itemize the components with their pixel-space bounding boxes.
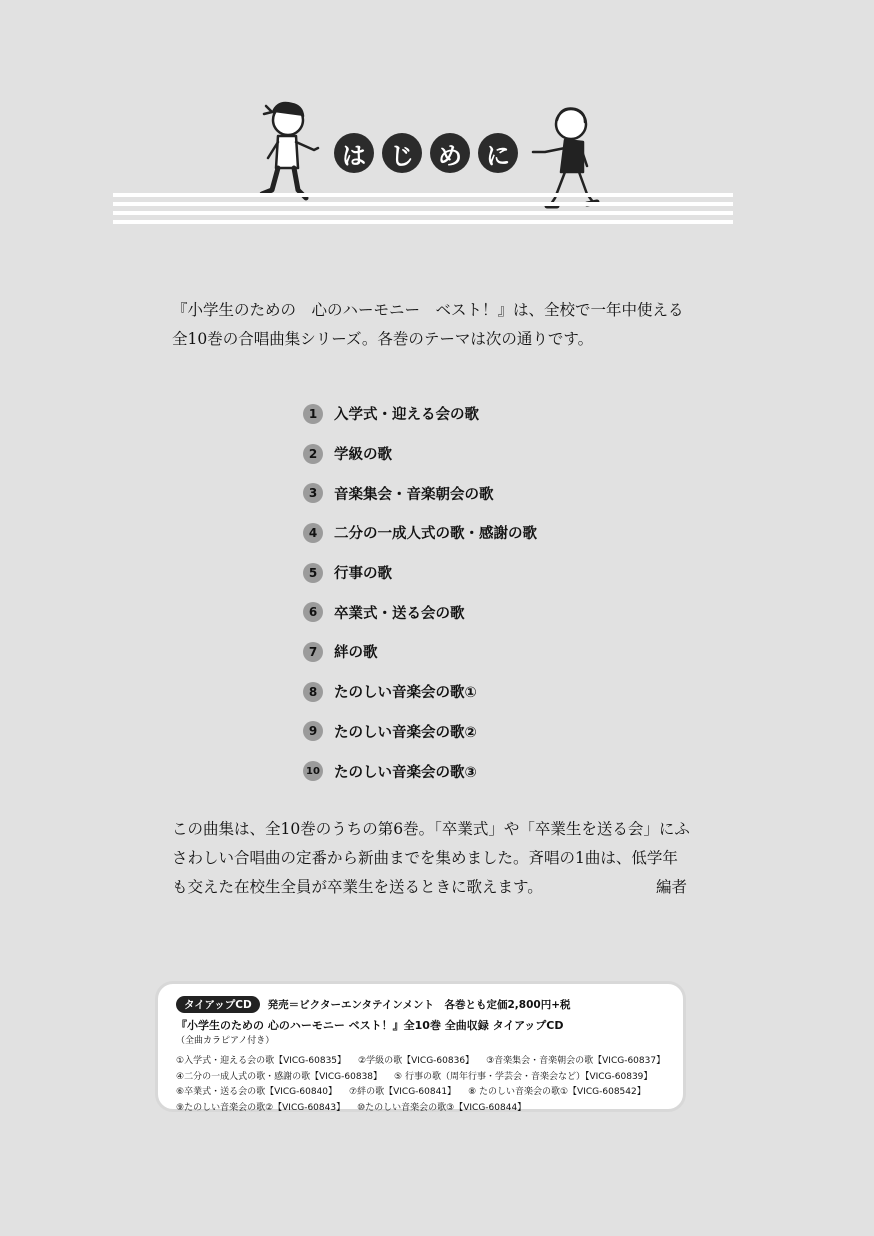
volume-number: 5 xyxy=(303,563,323,583)
volume-item xyxy=(303,632,537,672)
track-entry: ⑩たのしい音楽会の歌③【VICG-60844】 xyxy=(357,1102,527,1113)
track-row xyxy=(176,1054,665,1070)
title-char: じ xyxy=(382,133,422,173)
release-info: 発売＝ビクターエンタテインメント 各巻とも定価2,800円+税 xyxy=(267,999,571,1011)
volume-label: たのしい音楽会の歌① xyxy=(334,685,477,702)
volume-label: たのしい音楽会の歌③ xyxy=(334,764,477,781)
cd-title-note: （全曲カラピアノ付き） xyxy=(176,1036,275,1046)
outro-line: さわしい合唱曲の定番から新曲までを集めました。斉唱の1曲は、低学年 xyxy=(172,849,678,867)
volume-number: 10 xyxy=(303,761,323,781)
track-entry: ⑥卒業式・送る会の歌【VICG-60840】 xyxy=(176,1087,338,1097)
track-entry: ④二分の一成人式の歌・感謝の歌【VICG-60838】 xyxy=(176,1071,383,1082)
volume-item xyxy=(303,513,537,553)
volume-item xyxy=(303,751,537,791)
track-row xyxy=(176,1070,665,1086)
volume-number: 7 xyxy=(303,642,323,662)
track-entry: ⑧ たのしい音楽会の歌①【VICG-608542】 xyxy=(468,1087,646,1097)
volume-label: 音楽集会・音楽朝会の歌 xyxy=(334,486,494,503)
cd-box-header xyxy=(176,996,665,1013)
volume-item xyxy=(303,672,537,712)
volume-label: 入学式・迎える会の歌 xyxy=(334,407,479,424)
volume-number: 3 xyxy=(303,483,323,503)
volume-label: 二分の一成人式の歌・感謝の歌 xyxy=(334,526,537,543)
track-row xyxy=(176,1085,665,1101)
title-char: は xyxy=(334,133,374,173)
volume-item xyxy=(303,473,537,513)
outro-last-line xyxy=(172,873,687,902)
volume-label: 行事の歌 xyxy=(334,566,392,583)
volume-item xyxy=(303,434,537,474)
header-stripes xyxy=(113,193,733,229)
volume-label: 学級の歌 xyxy=(334,447,392,464)
volume-label: たのしい音楽会の歌② xyxy=(334,724,477,741)
volume-item xyxy=(303,553,537,593)
title-char: め xyxy=(430,133,470,173)
outro-line: も交えた在校生全員が卒業生を送るときに歌えます。 xyxy=(172,878,543,896)
volume-number: 2 xyxy=(303,444,323,464)
volume-number: 8 xyxy=(303,682,323,702)
volume-number: 1 xyxy=(303,404,323,424)
track-row xyxy=(176,1101,665,1117)
volume-label: 絆の歌 xyxy=(334,645,378,662)
intro-line: 全10巻の合唱曲集シリーズ。各巻のテーマは次の通りです。 xyxy=(172,330,594,348)
volume-list xyxy=(303,394,537,791)
intro-paragraph xyxy=(172,296,712,354)
track-entry: ③音楽集会・音楽朝会の歌【VICG-60837】 xyxy=(486,1056,666,1066)
cd-track-list xyxy=(176,1054,665,1116)
outro-paragraph xyxy=(172,815,690,902)
volume-item xyxy=(303,592,537,632)
cd-title-text: 『小学生のための 心のハーモニー ベスト！』全10巻 全曲収録 タイアップCD xyxy=(176,1019,564,1032)
girl-illustration xyxy=(248,98,328,206)
volume-number: 4 xyxy=(303,523,323,543)
cd-title xyxy=(176,1017,665,1046)
volume-number: 9 xyxy=(303,721,323,741)
volume-item xyxy=(303,712,537,752)
track-entry: ⑤ 行事の歌（周年行事・学芸会・音楽会など）【VICG-60839】 xyxy=(394,1071,653,1082)
outro-line: この曲集は、全10巻のうちの第6巻。「卒業式」や「卒業生を送る会」にふ xyxy=(172,820,690,838)
track-entry: ⑨たのしい音楽会の歌②【VICG-60843】 xyxy=(176,1102,346,1113)
page-title xyxy=(334,133,518,173)
track-entry: ⑦絆の歌【VICG-60841】 xyxy=(349,1087,457,1097)
volume-label: 卒業式・送る会の歌 xyxy=(334,605,465,622)
track-entry: ②学級の歌【VICG-60836】 xyxy=(358,1056,475,1066)
title-char: に xyxy=(478,133,518,173)
cd-badge: タイアップCD xyxy=(176,996,260,1013)
track-entry: ①入学式・迎える会の歌【VICG-60835】 xyxy=(176,1056,347,1066)
volume-item xyxy=(303,394,537,434)
volume-number: 6 xyxy=(303,602,323,622)
cd-info-box xyxy=(155,981,686,1112)
intro-line: 『小学生のための 心のハーモニー ベスト！』は、全校で一年中使える xyxy=(172,301,684,319)
signature: 編者 xyxy=(655,878,687,896)
